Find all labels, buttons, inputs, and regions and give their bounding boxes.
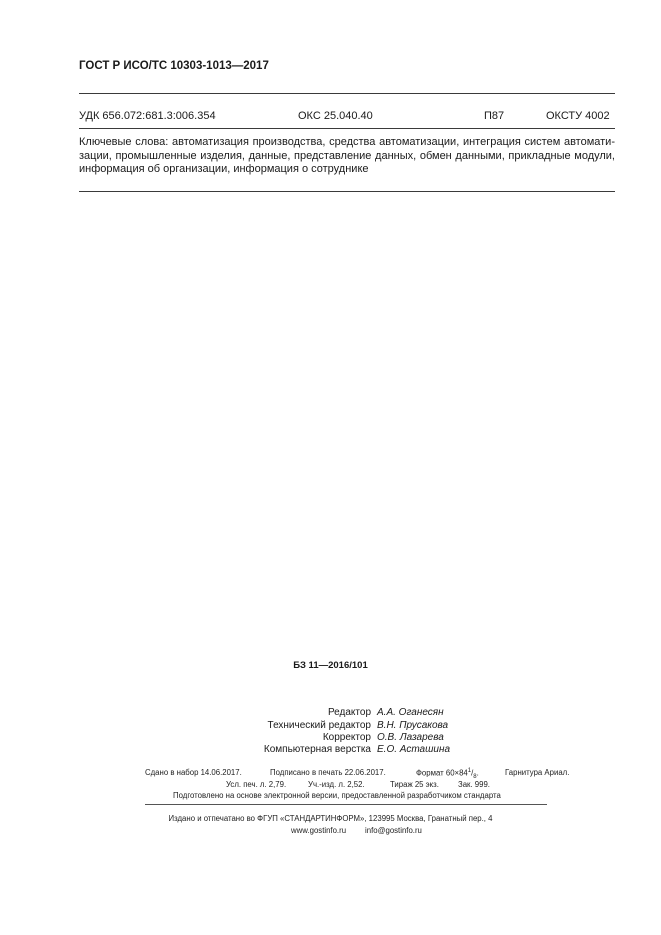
imprint-font: Гарнитура Ариал. bbox=[505, 768, 570, 777]
publisher-email: info@gostinfo.ru bbox=[365, 826, 422, 835]
imprint-usl: Усл. печ. л. 2,79. bbox=[226, 780, 287, 789]
keywords-block bbox=[79, 136, 615, 177]
imprint-sent: Сдано в набор 14.06.2017. bbox=[145, 768, 242, 777]
imprint-tirazh: Тираж 25 экз. bbox=[390, 780, 439, 789]
credit-proofreader bbox=[190, 732, 520, 743]
credit-role: Технический редактор bbox=[267, 720, 371, 731]
credit-role: Компьютерная верстка bbox=[263, 744, 371, 755]
imprint-uch: Уч.-изд. л. 2,52. bbox=[308, 780, 365, 789]
credit-name: О.В. Лазарева bbox=[377, 732, 444, 743]
oks-code: ОКС 25.040.40 bbox=[298, 110, 373, 122]
credit-role: Редактор bbox=[327, 707, 371, 718]
udk-code: УДК 656.072:681.3:006.354 bbox=[79, 110, 216, 122]
imprint-signed: Подписано в печать 22.06.2017. bbox=[270, 768, 386, 777]
bz-number: БЗ 11—2016/101 bbox=[293, 660, 368, 671]
credit-name: А.А. Оганесян bbox=[377, 707, 444, 718]
keywords-line: информация об организации, информация о сотруднике bbox=[79, 163, 369, 175]
credit-layout bbox=[190, 744, 520, 755]
keywords-line: Ключевые слова: автоматизация производства, средства автоматизации, интеграция систем автомати- bbox=[79, 136, 615, 148]
imprint-zak: Зак. 999. bbox=[458, 780, 490, 789]
imprint-prepared: Подготовлено на основе электронной версии, предоставленной разработчиком стандарта bbox=[173, 791, 501, 800]
imprint-format: Формат $60\times 84^1/_8$. bbox=[416, 768, 479, 781]
credit-editor bbox=[190, 707, 520, 718]
divider bbox=[79, 93, 615, 94]
divider bbox=[79, 191, 615, 192]
p-code: П87 bbox=[484, 110, 505, 122]
credit-tech-editor bbox=[190, 720, 520, 731]
credit-role: Корректор bbox=[322, 732, 371, 743]
keywords-line: зации, промышленные изделия, данные, представление данных, обмен данными, прикладные модули, bbox=[79, 149, 615, 162]
divider bbox=[145, 804, 547, 805]
standard-id: ГОСТ Р ИСО/ТС 10303-1013—2017 bbox=[79, 60, 269, 72]
publisher-line: Издано и отпечатано во ФГУП «СТАНДАРТИНФОРМ», 123995 Москва, Гранатный пер., 4 bbox=[168, 814, 493, 823]
divider bbox=[79, 128, 615, 129]
credit-name: В.Н. Прусакова bbox=[377, 720, 449, 731]
publisher-site: www.gostinfo.ru bbox=[291, 826, 347, 835]
okstu-code: ОКСТУ 4002 bbox=[546, 110, 610, 122]
credit-name: Е.О. Асташина bbox=[377, 744, 451, 755]
